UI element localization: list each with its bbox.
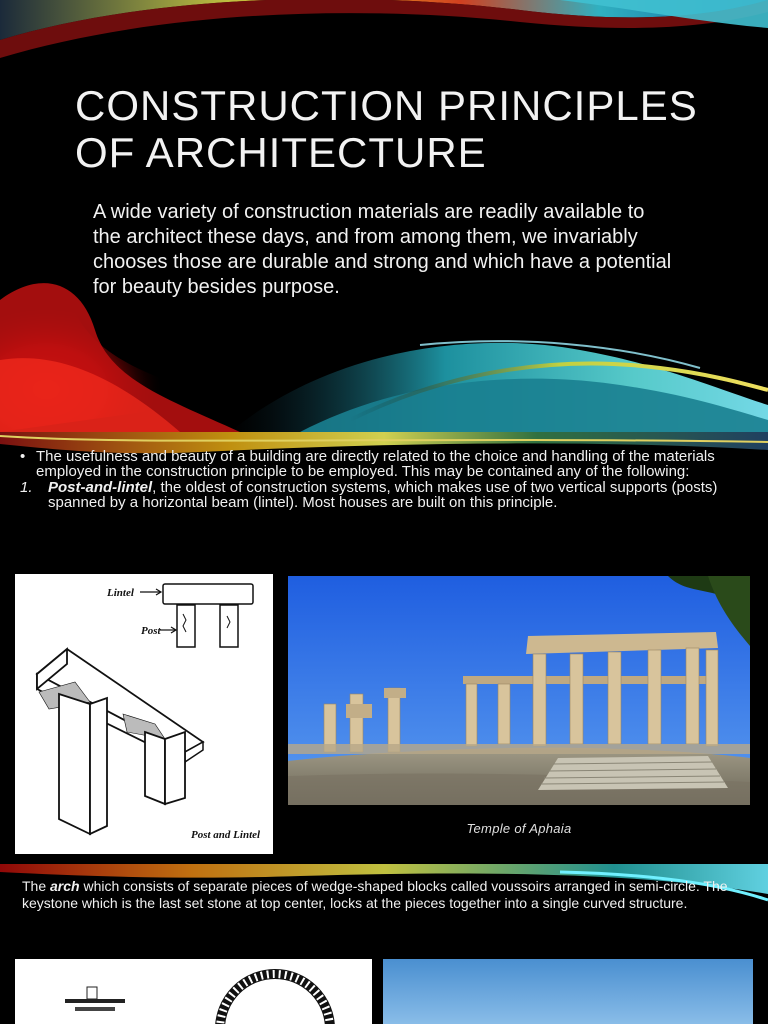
- slide-arch: [0, 864, 768, 1024]
- arch-photo: [383, 959, 753, 1024]
- arch-paragraph: [22, 878, 752, 912]
- diagram-caption: Post and Lintel: [191, 829, 261, 841]
- arch-text-rest: which consists of separate pieces of wedge-shaped blocks called voussoirs arranged in semi-circle. The keystone which is the last set stone at top center, locks at the pieces together into a single curved structure.: [22, 878, 728, 911]
- bullet-marker: •: [20, 448, 26, 465]
- bullet-item: [20, 449, 760, 479]
- intro-paragraph: A wide variety of construction materials are readily available to the architect these days, and from among them, we invariably chooses those are durable and strong and which have a potential for beauty besides purpose.: [93, 201, 672, 298]
- arch-text-lead: The: [22, 878, 51, 894]
- item-number: 1.: [20, 479, 33, 496]
- photo-caption: Temple of Aphaia: [466, 821, 572, 836]
- bullet-text: The usefulness and beauty of a building are directly related to the choice and handling of the materials employed in the construction principle to be employed. This may be contained any of the following:: [36, 448, 715, 480]
- bullet-list: [20, 449, 760, 510]
- post-and-lintel-diagram: [15, 574, 273, 854]
- term-post-and-lintel: Post-and-lintel: [48, 479, 153, 496]
- slide-title: [0, 0, 768, 432]
- slide-title-heading: CONSTRUCTION PRINCIPLES OF ARCHITECTURE: [75, 82, 698, 176]
- lintel-label: Lintel: [107, 587, 134, 599]
- numbered-item-post-and-lintel: [20, 480, 760, 510]
- term-arch: arch: [50, 878, 80, 894]
- post-label: Post: [141, 625, 161, 637]
- arch-diagram: [15, 959, 372, 1024]
- temple-of-aphaia-photo: [288, 576, 750, 805]
- slide-post-and-lintel: [0, 432, 768, 864]
- item-description: , the oldest of construction systems, which makes use of two vertical supports (posts) spanned by a horizontal beam (lintel). Most houses are built on this principle.: [48, 479, 718, 511]
